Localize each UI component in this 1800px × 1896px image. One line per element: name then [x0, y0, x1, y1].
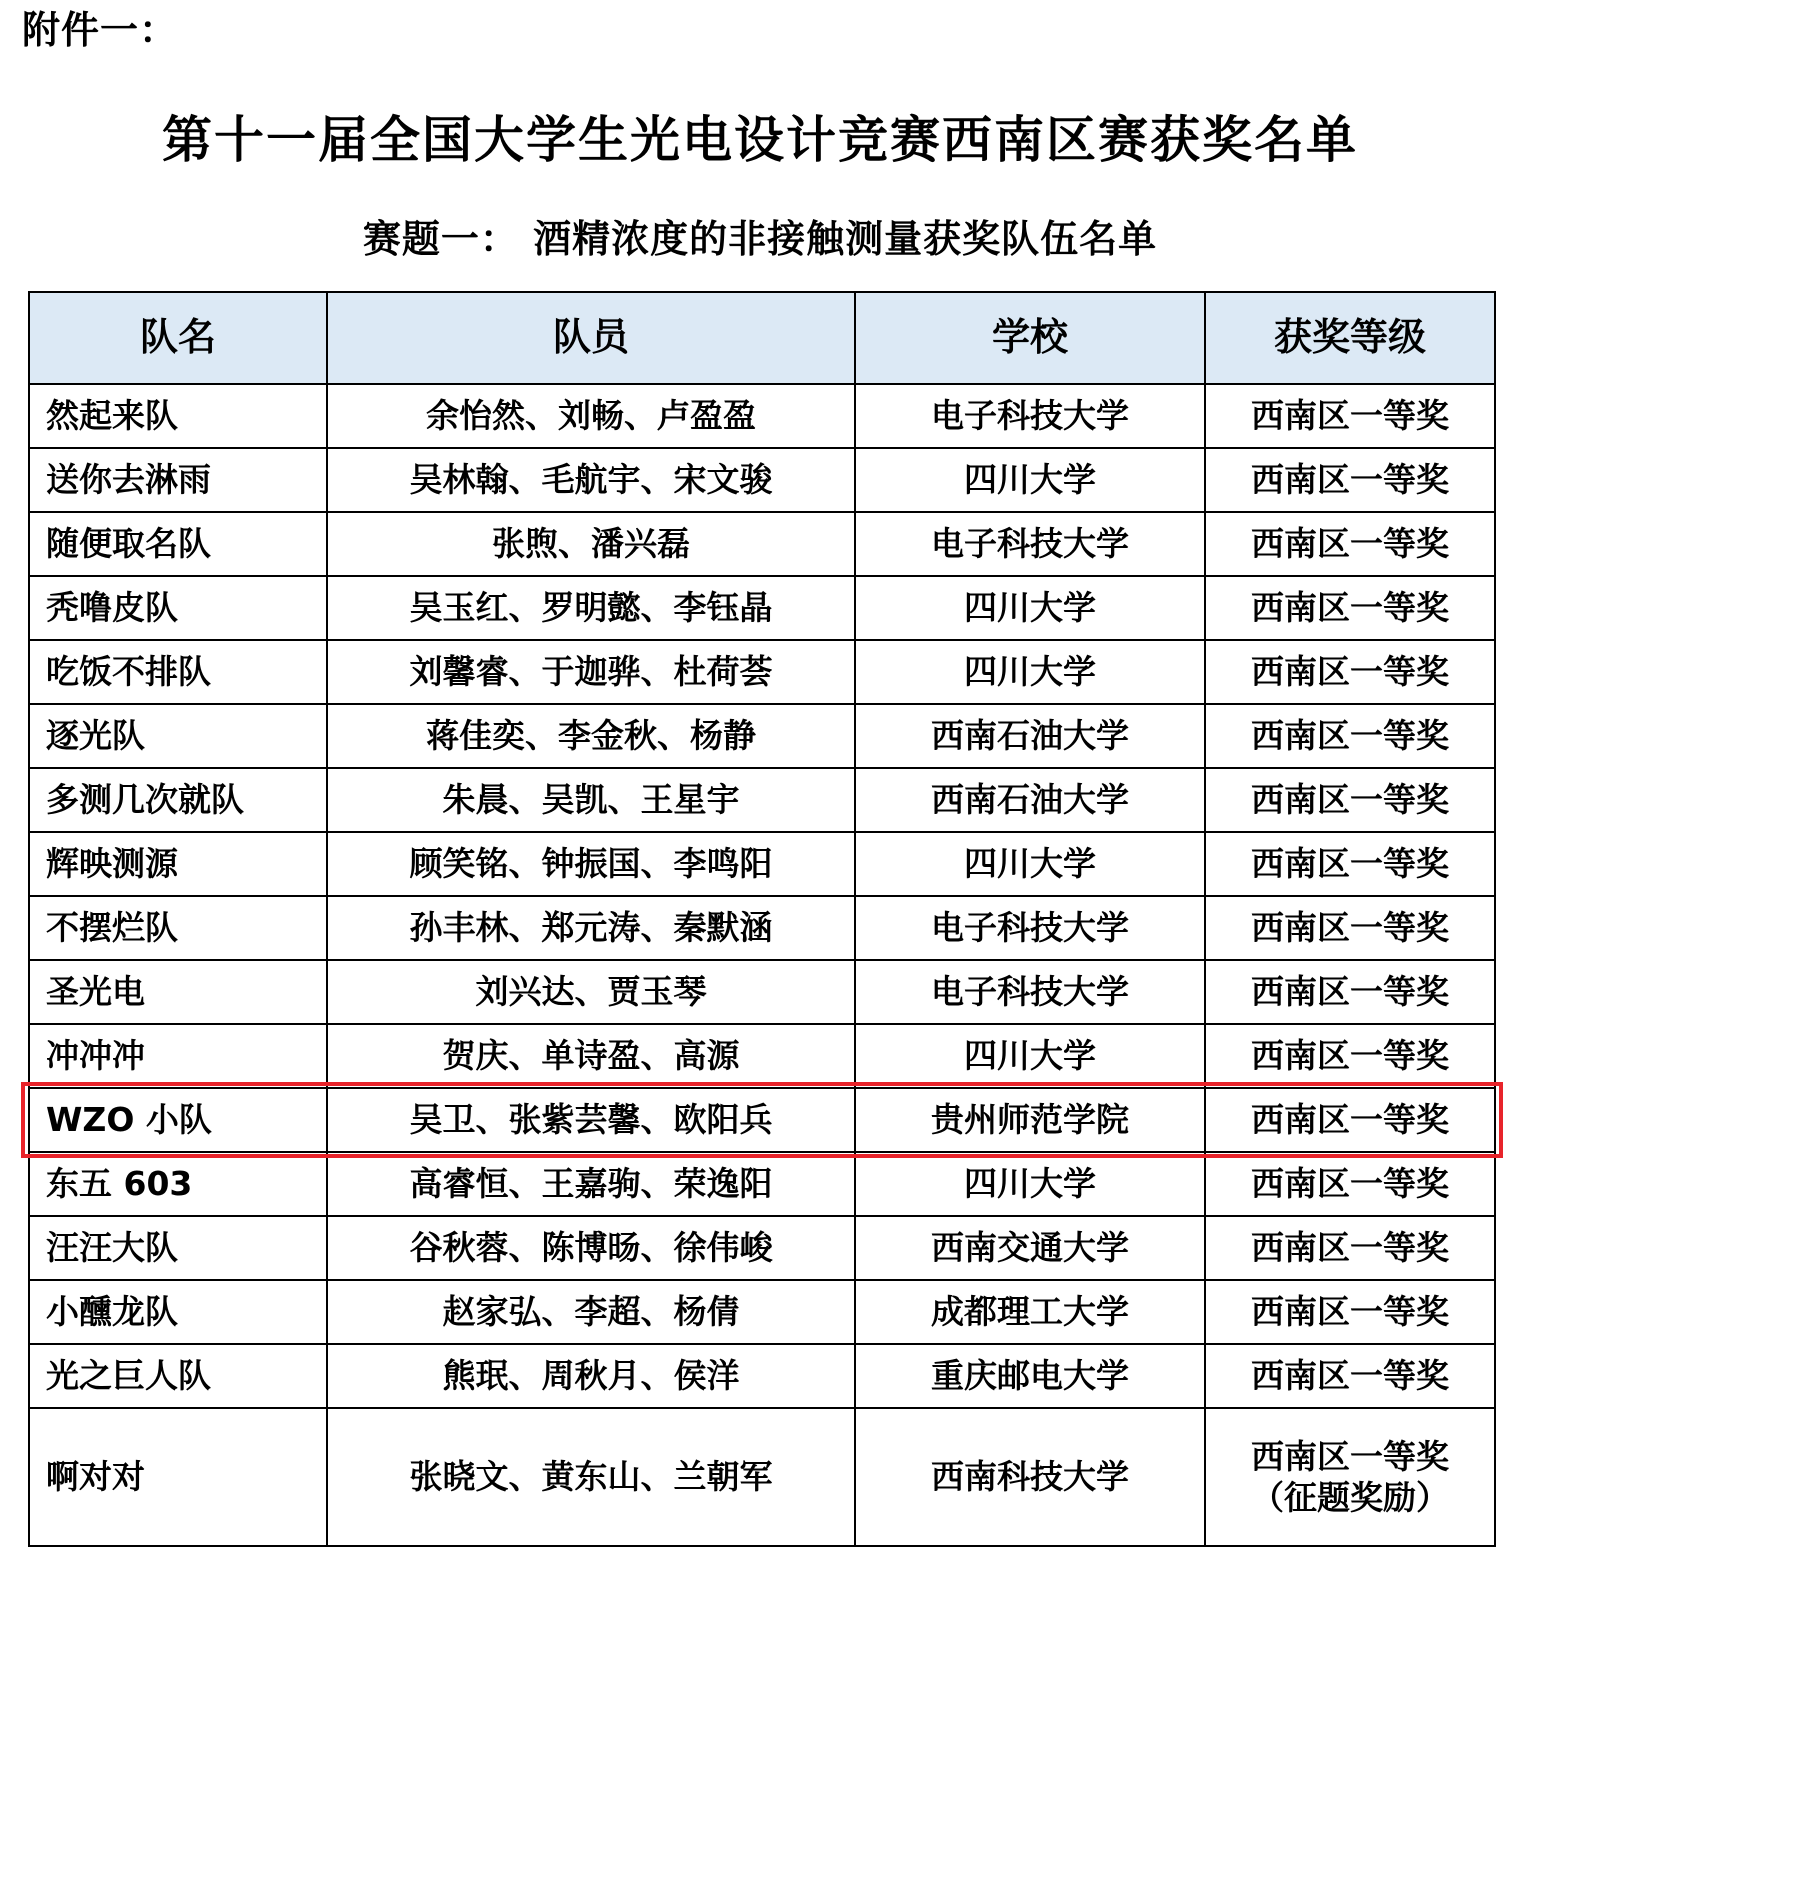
cell-school: 电子科技大学 — [855, 512, 1205, 576]
cell-school: 西南石油大学 — [855, 704, 1205, 768]
table-row — [29, 576, 1495, 640]
cell-school: 西南科技大学 — [855, 1408, 1205, 1546]
column-header-team: 队名 — [29, 292, 327, 384]
cell-award: 西南区一等奖 （征题奖励） — [1205, 1408, 1495, 1546]
page-title: 第十一届全国大学生光电设计竞赛西南区赛获奖名单 — [162, 111, 1358, 169]
table-row — [29, 1216, 1495, 1280]
cell-members: 朱晨、吴凯、王星宇 — [327, 768, 855, 832]
award-table — [28, 291, 1496, 1547]
cell-school: 电子科技大学 — [855, 960, 1205, 1024]
cell-award: 西南区一等奖 — [1205, 1344, 1495, 1408]
cell-team-name: 小醺龙队 — [29, 1280, 327, 1344]
table-row — [29, 1408, 1495, 1546]
cell-team-name: WZO 小队 — [29, 1088, 327, 1152]
cell-members: 高睿恒、王嘉驹、荣逸阳 — [327, 1152, 855, 1216]
cell-members: 谷秋蓉、陈博旸、徐伟峻 — [327, 1216, 855, 1280]
cell-team-name: 汪汪大队 — [29, 1216, 327, 1280]
cell-team-name: 然起来队 — [29, 384, 327, 448]
cell-school: 电子科技大学 — [855, 384, 1205, 448]
cell-team-name: 送你去淋雨 — [29, 448, 327, 512]
attachment-label: 附件一： — [22, 8, 179, 52]
cell-school: 四川大学 — [855, 448, 1205, 512]
cell-award: 西南区一等奖 — [1205, 384, 1495, 448]
table-row — [29, 640, 1495, 704]
table-row — [29, 1088, 1495, 1152]
cell-award: 西南区一等奖 — [1205, 960, 1495, 1024]
column-header-school: 学校 — [855, 292, 1205, 384]
cell-school: 四川大学 — [855, 832, 1205, 896]
cell-team-name: 光之巨人队 — [29, 1344, 327, 1408]
cell-members: 刘馨睿、于迦骅、杜荷荟 — [327, 640, 855, 704]
cell-members: 吴卫、张紫芸馨、欧阳兵 — [327, 1088, 855, 1152]
cell-award: 西南区一等奖 — [1205, 1216, 1495, 1280]
table-row — [29, 960, 1495, 1024]
cell-team-name: 逐光队 — [29, 704, 327, 768]
cell-award: 西南区一等奖 — [1205, 640, 1495, 704]
table-row — [29, 1344, 1495, 1408]
cell-school: 四川大学 — [855, 640, 1205, 704]
cell-team-name: 东五 603 — [29, 1152, 327, 1216]
cell-members: 张晓文、黄东山、兰朝军 — [327, 1408, 855, 1546]
cell-award: 西南区一等奖 — [1205, 512, 1495, 576]
cell-award: 西南区一等奖 — [1205, 704, 1495, 768]
cell-team-name: 随便取名队 — [29, 512, 327, 576]
cell-members: 刘兴达、贾玉琴 — [327, 960, 855, 1024]
page-subtitle: 赛题一： 酒精浓度的非接触测量获奖队伍名单 — [362, 217, 1158, 261]
cell-team-name: 多测几次就队 — [29, 768, 327, 832]
cell-school: 四川大学 — [855, 1152, 1205, 1216]
cell-award: 西南区一等奖 — [1205, 1280, 1495, 1344]
cell-award: 西南区一等奖 — [1205, 832, 1495, 896]
table-row — [29, 512, 1495, 576]
column-header-members: 队员 — [327, 292, 855, 384]
cell-team-name: 啊对对 — [29, 1408, 327, 1546]
cell-award: 西南区一等奖 — [1205, 1088, 1495, 1152]
table-row — [29, 832, 1495, 896]
cell-award: 西南区一等奖 — [1205, 768, 1495, 832]
cell-members: 贺庆、单诗盈、高源 — [327, 1024, 855, 1088]
cell-members: 吴玉红、罗明懿、李钰晶 — [327, 576, 855, 640]
table-row — [29, 1152, 1495, 1216]
cell-team-name: 秃噜皮队 — [29, 576, 327, 640]
table-row — [29, 768, 1495, 832]
cell-school: 西南石油大学 — [855, 768, 1205, 832]
cell-school: 贵州师范学院 — [855, 1088, 1205, 1152]
award-table-wrap — [28, 291, 1494, 1547]
cell-team-name: 圣光电 — [29, 960, 327, 1024]
cell-school: 重庆邮电大学 — [855, 1344, 1205, 1408]
cell-members: 孙丰林、郑元涛、秦默涵 — [327, 896, 855, 960]
column-header-award: 获奖等级 — [1205, 292, 1495, 384]
table-row — [29, 704, 1495, 768]
cell-members: 蒋佳奕、李金秋、杨静 — [327, 704, 855, 768]
cell-award: 西南区一等奖 — [1205, 896, 1495, 960]
table-row — [29, 384, 1495, 448]
cell-members: 熊珉、周秋月、侯洋 — [327, 1344, 855, 1408]
cell-school: 四川大学 — [855, 1024, 1205, 1088]
table-row — [29, 896, 1495, 960]
cell-team-name: 不摆烂队 — [29, 896, 327, 960]
cell-school: 西南交通大学 — [855, 1216, 1205, 1280]
cell-team-name: 辉映测源 — [29, 832, 327, 896]
cell-team-name: 吃饭不排队 — [29, 640, 327, 704]
table-body — [29, 384, 1495, 1546]
cell-members: 张煦、潘兴磊 — [327, 512, 855, 576]
cell-members: 赵家弘、李超、杨倩 — [327, 1280, 855, 1344]
cell-award: 西南区一等奖 — [1205, 576, 1495, 640]
table-row — [29, 1024, 1495, 1088]
cell-award: 西南区一等奖 — [1205, 1152, 1495, 1216]
cell-members: 顾笑铭、钟振国、李鸣阳 — [327, 832, 855, 896]
cell-team-name: 冲冲冲 — [29, 1024, 327, 1088]
cell-award: 西南区一等奖 — [1205, 1024, 1495, 1088]
cell-members: 余怡然、刘畅、卢盈盈 — [327, 384, 855, 448]
cell-school: 四川大学 — [855, 576, 1205, 640]
table-row — [29, 1280, 1495, 1344]
cell-award: 西南区一等奖 — [1205, 448, 1495, 512]
cell-school: 成都理工大学 — [855, 1280, 1205, 1344]
table-row — [29, 448, 1495, 512]
table-header-row — [29, 292, 1495, 384]
cell-members: 吴林翰、毛航宇、宋文骏 — [327, 448, 855, 512]
cell-school: 电子科技大学 — [855, 896, 1205, 960]
